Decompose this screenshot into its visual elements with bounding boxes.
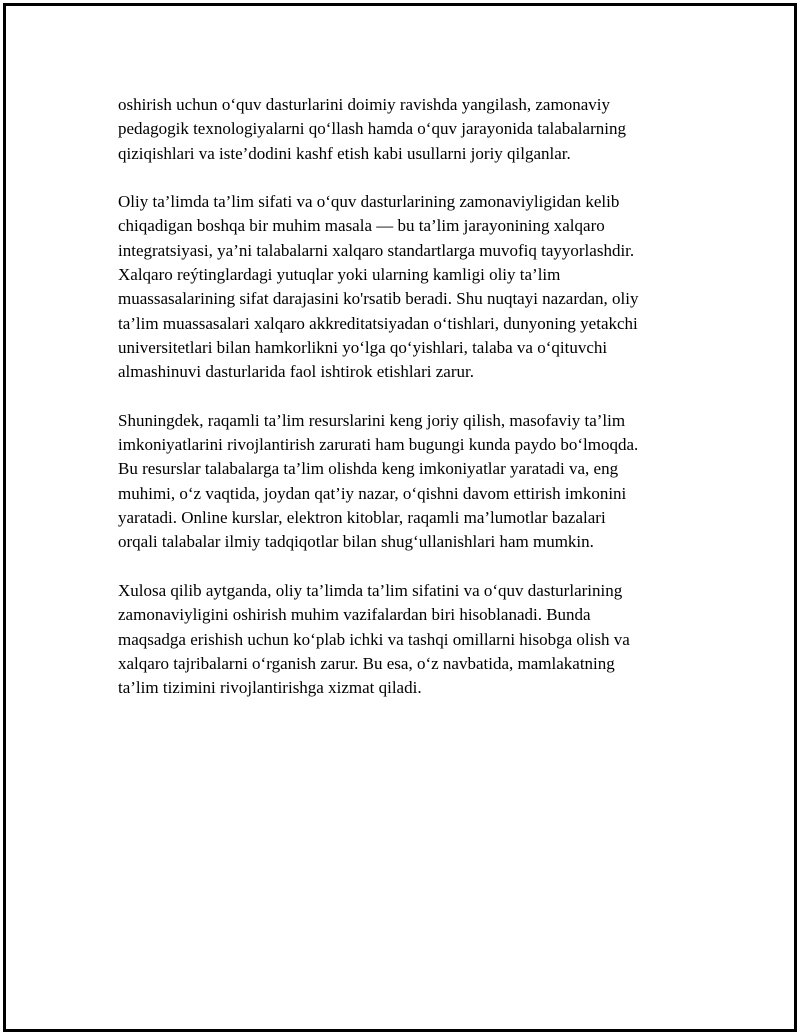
paragraph-1 [118, 93, 678, 166]
document-body [118, 93, 678, 725]
text-line: Bu resurslar talabalarga ta’lim olishda keng imkoniyatlar yaratadi va, eng [118, 459, 619, 479]
text-line: Oliy ta’limda ta’lim sifati va o‘quv dasturlarining zamonaviyligidan kelib [118, 192, 620, 212]
text-line: ta’lim tizimini rivojlantirishga xizmat qiladi. [118, 678, 422, 698]
text-line: Shuningdek, raqamli ta’lim resurslarini keng joriy qilish, masofaviy ta’lim [118, 410, 626, 430]
paragraph-3 [118, 409, 678, 555]
text-line: zamonaviyligini oshirish muhim vazifalardan biri hisoblanadi. Bunda [118, 605, 591, 625]
text-line: xalqaro tajribalarni o‘rganish zarur. Bu esa, o‘z navbatida, mamlakatning [118, 653, 615, 673]
text-line: maqsadga erishish uchun ko‘plab ichki va tashqi omillarni hisobga olish va [118, 629, 630, 649]
text-line: muassasalarining sifat darajasini ko'rsatib beradi. Shu nuqtayi nazardan, oliy [118, 289, 639, 309]
text-line: orqali talabalar ilmiy tadqiqotlar bilan shug‘ullanishlari ham mumkin. [118, 532, 594, 552]
text-line: Xulosa qilib aytganda, oliy ta’limda ta’lim sifatini va o‘quv dasturlarining [118, 580, 623, 600]
text-line: yaratadi. Online kurslar, elektron kitoblar, raqamli ma’lumotlar bazalari [118, 508, 606, 528]
text-line: ta’lim muassasalari xalqaro akkreditatsiyadan o‘tishlari, dunyoning yetakchi [118, 313, 638, 333]
text-line: almashinuvi dasturlarida faol ishtirok etishlari zarur. [118, 362, 474, 382]
text-line: universitetlari bilan hamkorlikni yo‘lga qo‘yishlari, talaba va o‘qituvchi [118, 337, 608, 357]
paragraph-2 [118, 190, 678, 384]
text-line: integratsiyasi, ya’ni talabalarni xalqaro standartlarga muvofiq tayyorlashdir. [118, 240, 635, 260]
text-line: pedagogik texnologiyalarni qo‘llash hamda o‘quv jarayonida talabalarning [118, 119, 626, 139]
text-line: oshirish uchun o‘quv dasturlarini doimiy ravishda yangilash, zamonaviy [118, 95, 610, 114]
text-line: qiziqishlari va iste’dodini kashf etish kabi usullarni joriy qilganlar. [118, 143, 571, 163]
text-line: imkoniyatlarini rivojlantirish zarurati ham bugungi kunda paydo bo‘lmoqda. [118, 435, 639, 455]
paragraph-4 [118, 579, 678, 700]
text-line: chiqadigan boshqa bir muhim masala — bu ta’lim jarayonining xalqaro [118, 216, 605, 236]
text-line: muhimi, o‘z vaqtida, joydan qat’iy nazar, o‘qishni davom ettirish imkonini [118, 483, 627, 503]
text-line: Xalqaro reýtinglardagi yutuqlar yoki ularning kamligi oliy ta’lim [118, 265, 561, 285]
